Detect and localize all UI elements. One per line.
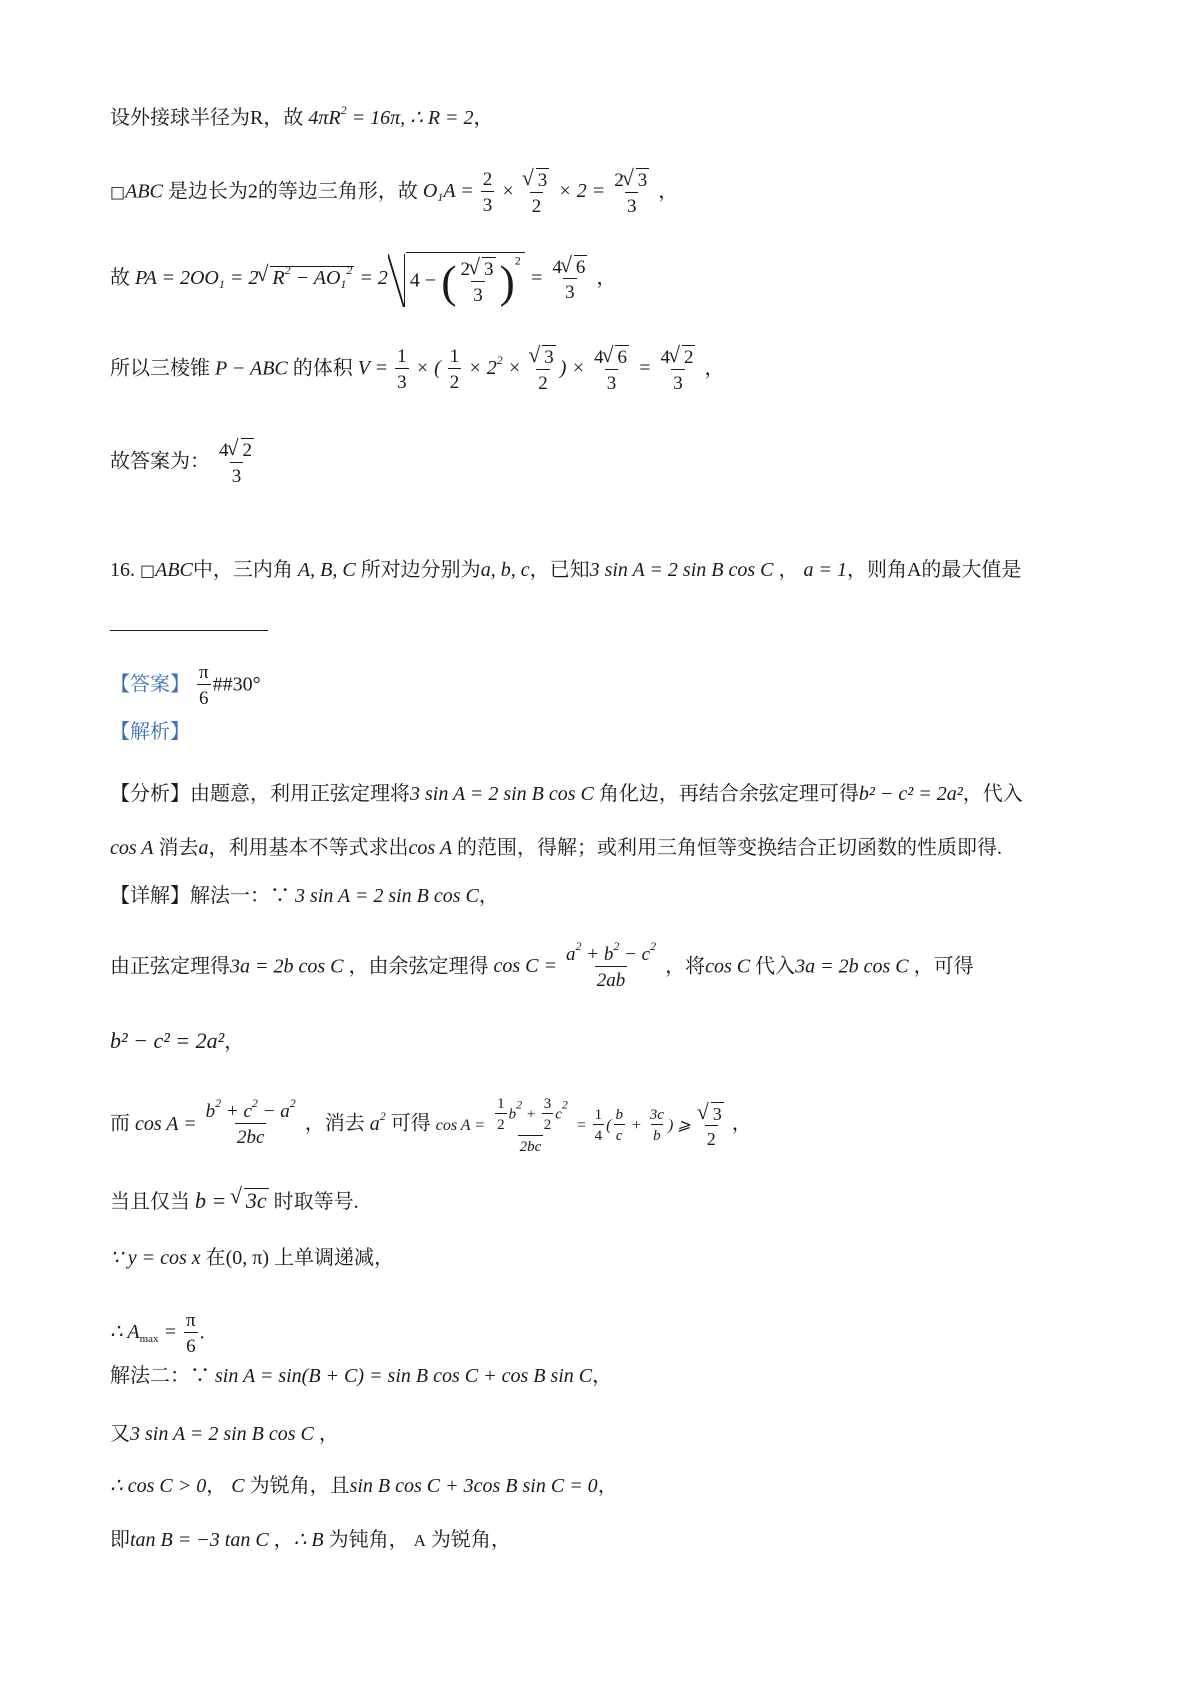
text: 所对边分别为	[360, 559, 481, 581]
method2-line-3	[110, 1476, 618, 1496]
text: ，	[206, 1475, 227, 1497]
text: ，消去	[304, 1112, 365, 1135]
line-pa: 故 PA = $2OO_1 = 2√$ $R^2 - AO_1^2 = 2$ 4 − ( $\frac{2√ 3}{3}$ )$^2$ = $\frac{4√ 6}{3}$ ，	[110, 252, 616, 307]
cosA-line	[110, 1096, 752, 1156]
line-equilateral: □ABC 是边长为2的等边三角形，故 $O_1A$ = $\frac{2}{3}$ × √ $\frac{3}{2}$ × 2 = $\frac{2√ 3}{3}$ ，	[110, 168, 678, 218]
text: 由题意，利用正弦定理将	[190, 783, 410, 805]
method2-line-4	[110, 1530, 511, 1550]
text: 当且仅当	[110, 1191, 190, 1213]
math-volume: V = $\frac{1}{3}$ × ( $\frac{1}{2}$ × $2^2$ × √ $\frac{3}{2}$ ) × $\frac{4√ 6}{3}$ = $\frac{4√ 2}{3}$	[358, 357, 705, 379]
analysis-label: 【解析】	[110, 721, 190, 743]
monotonic-line	[110, 1248, 394, 1268]
text: 角化边，再结合余弦定理可得	[598, 783, 859, 805]
answer-alt: ##30°	[212, 673, 261, 696]
math: cos A	[408, 837, 453, 859]
math: 3 sin A = 2 sin B cos C	[130, 1423, 314, 1445]
text: ，	[318, 1423, 339, 1445]
text: 由正弦定理得	[110, 955, 230, 978]
answer-blank	[110, 630, 268, 631]
text: ，	[778, 559, 799, 581]
text: 设外接球半径为R，故	[110, 107, 304, 129]
math: a, b, c	[480, 559, 530, 581]
text: 可得	[390, 1112, 431, 1135]
math-pa: PA = $2OO_1 = 2√$ $R^2 - AO_1^2 = 2$ 4 − ( $\frac{2√ 3}{3}$ )$^2$ = $\frac{4√ 6}{3}$	[135, 267, 596, 289]
answer-line	[110, 662, 261, 710]
bc-relation-line	[110, 1030, 244, 1052]
text: 解法二：∵	[110, 1365, 210, 1387]
amax-line	[110, 1310, 205, 1358]
math: (0, π)	[225, 1247, 270, 1269]
solid-name: P − ABC	[215, 357, 288, 380]
xiangjie-line	[110, 886, 499, 906]
math: 3a = 2b cos C	[230, 955, 344, 978]
math: 3a = 2b cos C	[795, 955, 909, 978]
text: ，	[273, 1529, 294, 1551]
text: 在	[205, 1247, 226, 1269]
text: ，已知	[529, 559, 590, 581]
line-volume: 所以三棱锥 P − ABC 的体积 V = $\frac{1}{3}$ × ( $\frac{1}{2}$ × $2^2$ × √ $\frac{3}{2}$ ) × $\frac{4√ 6}{3}$ = $\frac{4√ 2}{3}$ ，	[110, 345, 724, 395]
text: 时取等号.	[273, 1191, 359, 1213]
text: 为锐角，且	[249, 1475, 350, 1497]
math: C	[231, 1475, 245, 1497]
text: 为锐角，	[430, 1529, 511, 1551]
answer-fraction: $\frac{\pi}{6}$	[199, 662, 209, 709]
math-o1a: $O_1A$ = $\frac{2}{3}$ × √ $\frac{3}{2}$ × 2 = $\frac{2√ 3}{3}$	[423, 180, 658, 202]
triangle-name: ABC	[125, 180, 163, 203]
math-y-cos: ∵ y = cos x	[110, 1247, 201, 1269]
text: 而	[110, 1112, 130, 1135]
fenxi-line-1	[110, 784, 1023, 804]
answer-label: 【答案】	[110, 673, 190, 696]
text: 上单调递减，	[274, 1247, 395, 1269]
missing-glyph-box: □	[140, 561, 156, 580]
answer-fraction: $\frac{4√ 2}{3}$	[217, 438, 256, 488]
line-sphere-radius: 设外接球半径为R，故 $4\pi R^2 = 16\pi$, ∴ R = 2，	[110, 103, 494, 129]
math: A	[413, 1531, 426, 1550]
method2-line-2	[110, 1424, 339, 1444]
math: tan B = −3 tan C	[130, 1529, 269, 1551]
text: 故答案为：	[110, 450, 210, 473]
text: 又	[110, 1423, 130, 1445]
text: ，	[597, 1475, 618, 1497]
question-number: 16.	[110, 559, 135, 581]
text: 所以三棱锥	[110, 357, 210, 380]
fraction: $\frac{2}{3}$	[482, 169, 493, 216]
text: 即	[110, 1529, 130, 1551]
math: b² − c² = 2a²	[858, 783, 963, 805]
text: 消去	[158, 837, 199, 859]
text: ，	[592, 1365, 613, 1387]
math: A, B, C	[297, 559, 356, 581]
fenxi-label: 【分析】	[110, 783, 190, 805]
text: 解法一：∵	[190, 885, 290, 907]
fraction: $\frac{2√ 3}{3}$	[612, 168, 651, 218]
text: ，可得	[913, 955, 974, 978]
text: ，将	[665, 955, 706, 978]
analysis-label-line	[110, 722, 190, 742]
line-answer-15	[110, 438, 258, 488]
text: ，由余弦定理得	[348, 955, 489, 978]
text: .	[199, 1321, 205, 1344]
math: ∴ cos C > 0	[110, 1475, 207, 1497]
math: cos A	[110, 837, 154, 859]
math: b² − c² = 2a²	[110, 1028, 225, 1053]
sine-rule-line	[110, 939, 974, 992]
math: a	[198, 837, 209, 859]
big-sqrt: 4 − ( $\frac{2√ 3}{3}$ )$^2$	[388, 252, 525, 307]
math: a = 1	[803, 559, 847, 581]
xiangjie-label: 【详解】	[110, 885, 190, 907]
math-sphere: $4\pi R^2 = 16\pi$, ∴ R = 2	[308, 103, 474, 129]
math-amax: ∴ $A_{max}$ = $\frac{\pi}{6}$	[110, 1310, 196, 1357]
text: ，则角A的最大值是	[846, 559, 1022, 581]
text: ，利用基本不等式求出	[208, 837, 409, 859]
math: $a^2$	[369, 1108, 386, 1135]
text: ，	[731, 1112, 752, 1135]
math-cosA-ineq: cos A = $\frac{1}{2}$ $b^2$ + $\frac{3}{2}$ $c^2$ 2bc = $\frac{1}{4}$ ( $\frac{b}{c}$ + $\frac{3c}{b}$ ) ⩾ √ $\frac{3}{2}$	[436, 1117, 732, 1134]
math-cosA: cos A = $\frac{b^2 + c^2 - a^2}{2bc}$	[135, 1096, 296, 1148]
method2-line-1	[110, 1366, 612, 1386]
math: ∴ B	[293, 1529, 324, 1551]
math: sin B cos C + 3cos B sin C = 0	[349, 1475, 598, 1497]
equality-line	[110, 1188, 359, 1212]
triangle-name: ABC	[155, 559, 193, 581]
math: sin A = sin(B + C) = sin B cos C + cos B sin C	[215, 1365, 593, 1387]
fraction: √ $\frac{3}{2}$	[522, 168, 552, 218]
text: ，代入	[962, 783, 1023, 805]
text: 的范围，得解；或利用三角恒等变换结合正切函数的性质即得.	[457, 837, 1003, 859]
math: cos C	[705, 955, 751, 978]
fraction: $\frac{4√ 6}{3}$	[550, 255, 589, 305]
math: 3 sin A = 2 sin B cos C	[589, 559, 774, 581]
math-b-equals: b = √ 3c	[195, 1188, 269, 1213]
question-16	[110, 560, 1021, 580]
math-cosC: cos C = $\frac{a^2 + b^2 - c^2}{2ab}$	[493, 939, 657, 991]
text: 中，三内角	[192, 559, 293, 581]
text: 的体积	[292, 357, 353, 380]
text: ，	[478, 885, 499, 907]
text: ，	[224, 1031, 245, 1053]
text: 是边长为2的等边三角形，故	[167, 180, 418, 203]
math: 3 sin A = 2 sin B cos C	[410, 783, 594, 805]
math: 3 sin A = 2 sin B cos C	[295, 885, 479, 907]
text: 代入	[755, 955, 796, 978]
fenxi-line-2	[110, 838, 1002, 858]
text: 为钝角，	[328, 1529, 409, 1551]
text: 故	[110, 266, 130, 289]
missing-glyph-box: □	[110, 182, 126, 202]
